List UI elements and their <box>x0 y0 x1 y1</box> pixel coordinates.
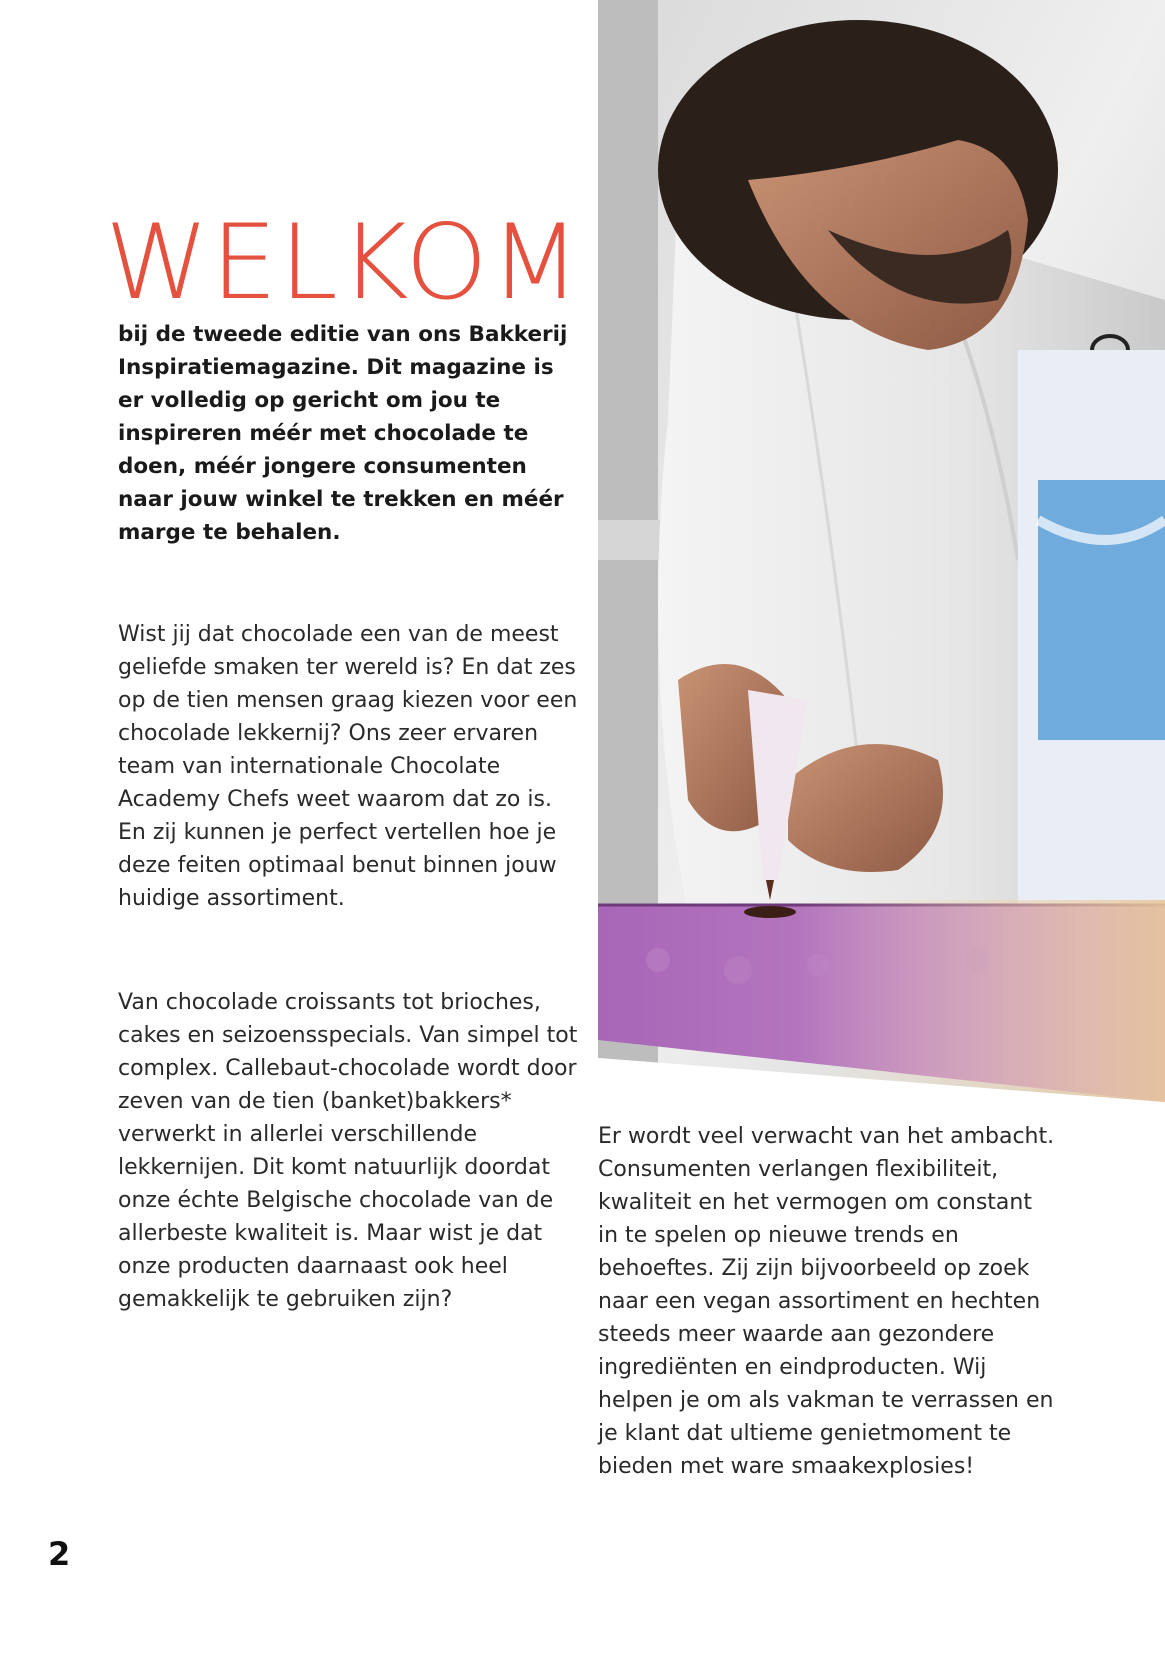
body-paragraph-3: Er wordt veel verwacht van het ambacht. Consumenten verlangen flexibiliteit, kwaliteit en het vermogen om constant in te spelen op nieuwe trends en behoeftes. Zij zijn bijvoorbeeld op zoek naar een vegan assortiment en hechten steeds meer waarde aan gezondere ingrediënten en eindproducten. Wij helpen je om als vakman te verrassen en je klant dat ultieme genietmoment te bieden met ware smaakexplosies! <box>598 1124 1055 1479</box>
body-paragraph-2: Van chocolade croissants tot brioches, cakes en seizoensspecials. Van simpel tot complex. Callebaut-chocolade wordt door zeven van de tien (banket)bakkers* verwerkt in allerlei verschillende lekkernijen. Dit komt natuurlijk doordat onze échte Belgische chocolade van de allerbeste kwaliteit is. Maar wist je dat onze producten daarnaast ook heel gemakkelijk te gebruiken zijn? <box>118 990 578 1312</box>
chef-piping-chocolate-photo <box>598 0 1165 1102</box>
intro-text: bij de tweede editie van ons Bakkerij Inspiratiemagazine. Dit magazine is er volledig op gericht om jou te inspireren méér met chocolade te doen, méér jongere consumenten naar jouw winkel te trekken en méér marge te behalen. <box>118 322 568 545</box>
page-title: WELKOM <box>105 203 583 323</box>
body-paragraph-1: Wist jij dat chocolade een van de meest geliefde smaken ter wereld is? En dat zes op de tien mensen graag kiezen voor een chocolade lekkernij? Ons zeer ervaren team van internationale Chocolate Academy Chefs weet waarom dat zo is. En zij kunnen je perfect vertellen hoe je deze feiten optimaal benut binnen jouw huidige assortiment. <box>118 622 578 911</box>
page-number: 2 <box>48 1535 71 1573</box>
